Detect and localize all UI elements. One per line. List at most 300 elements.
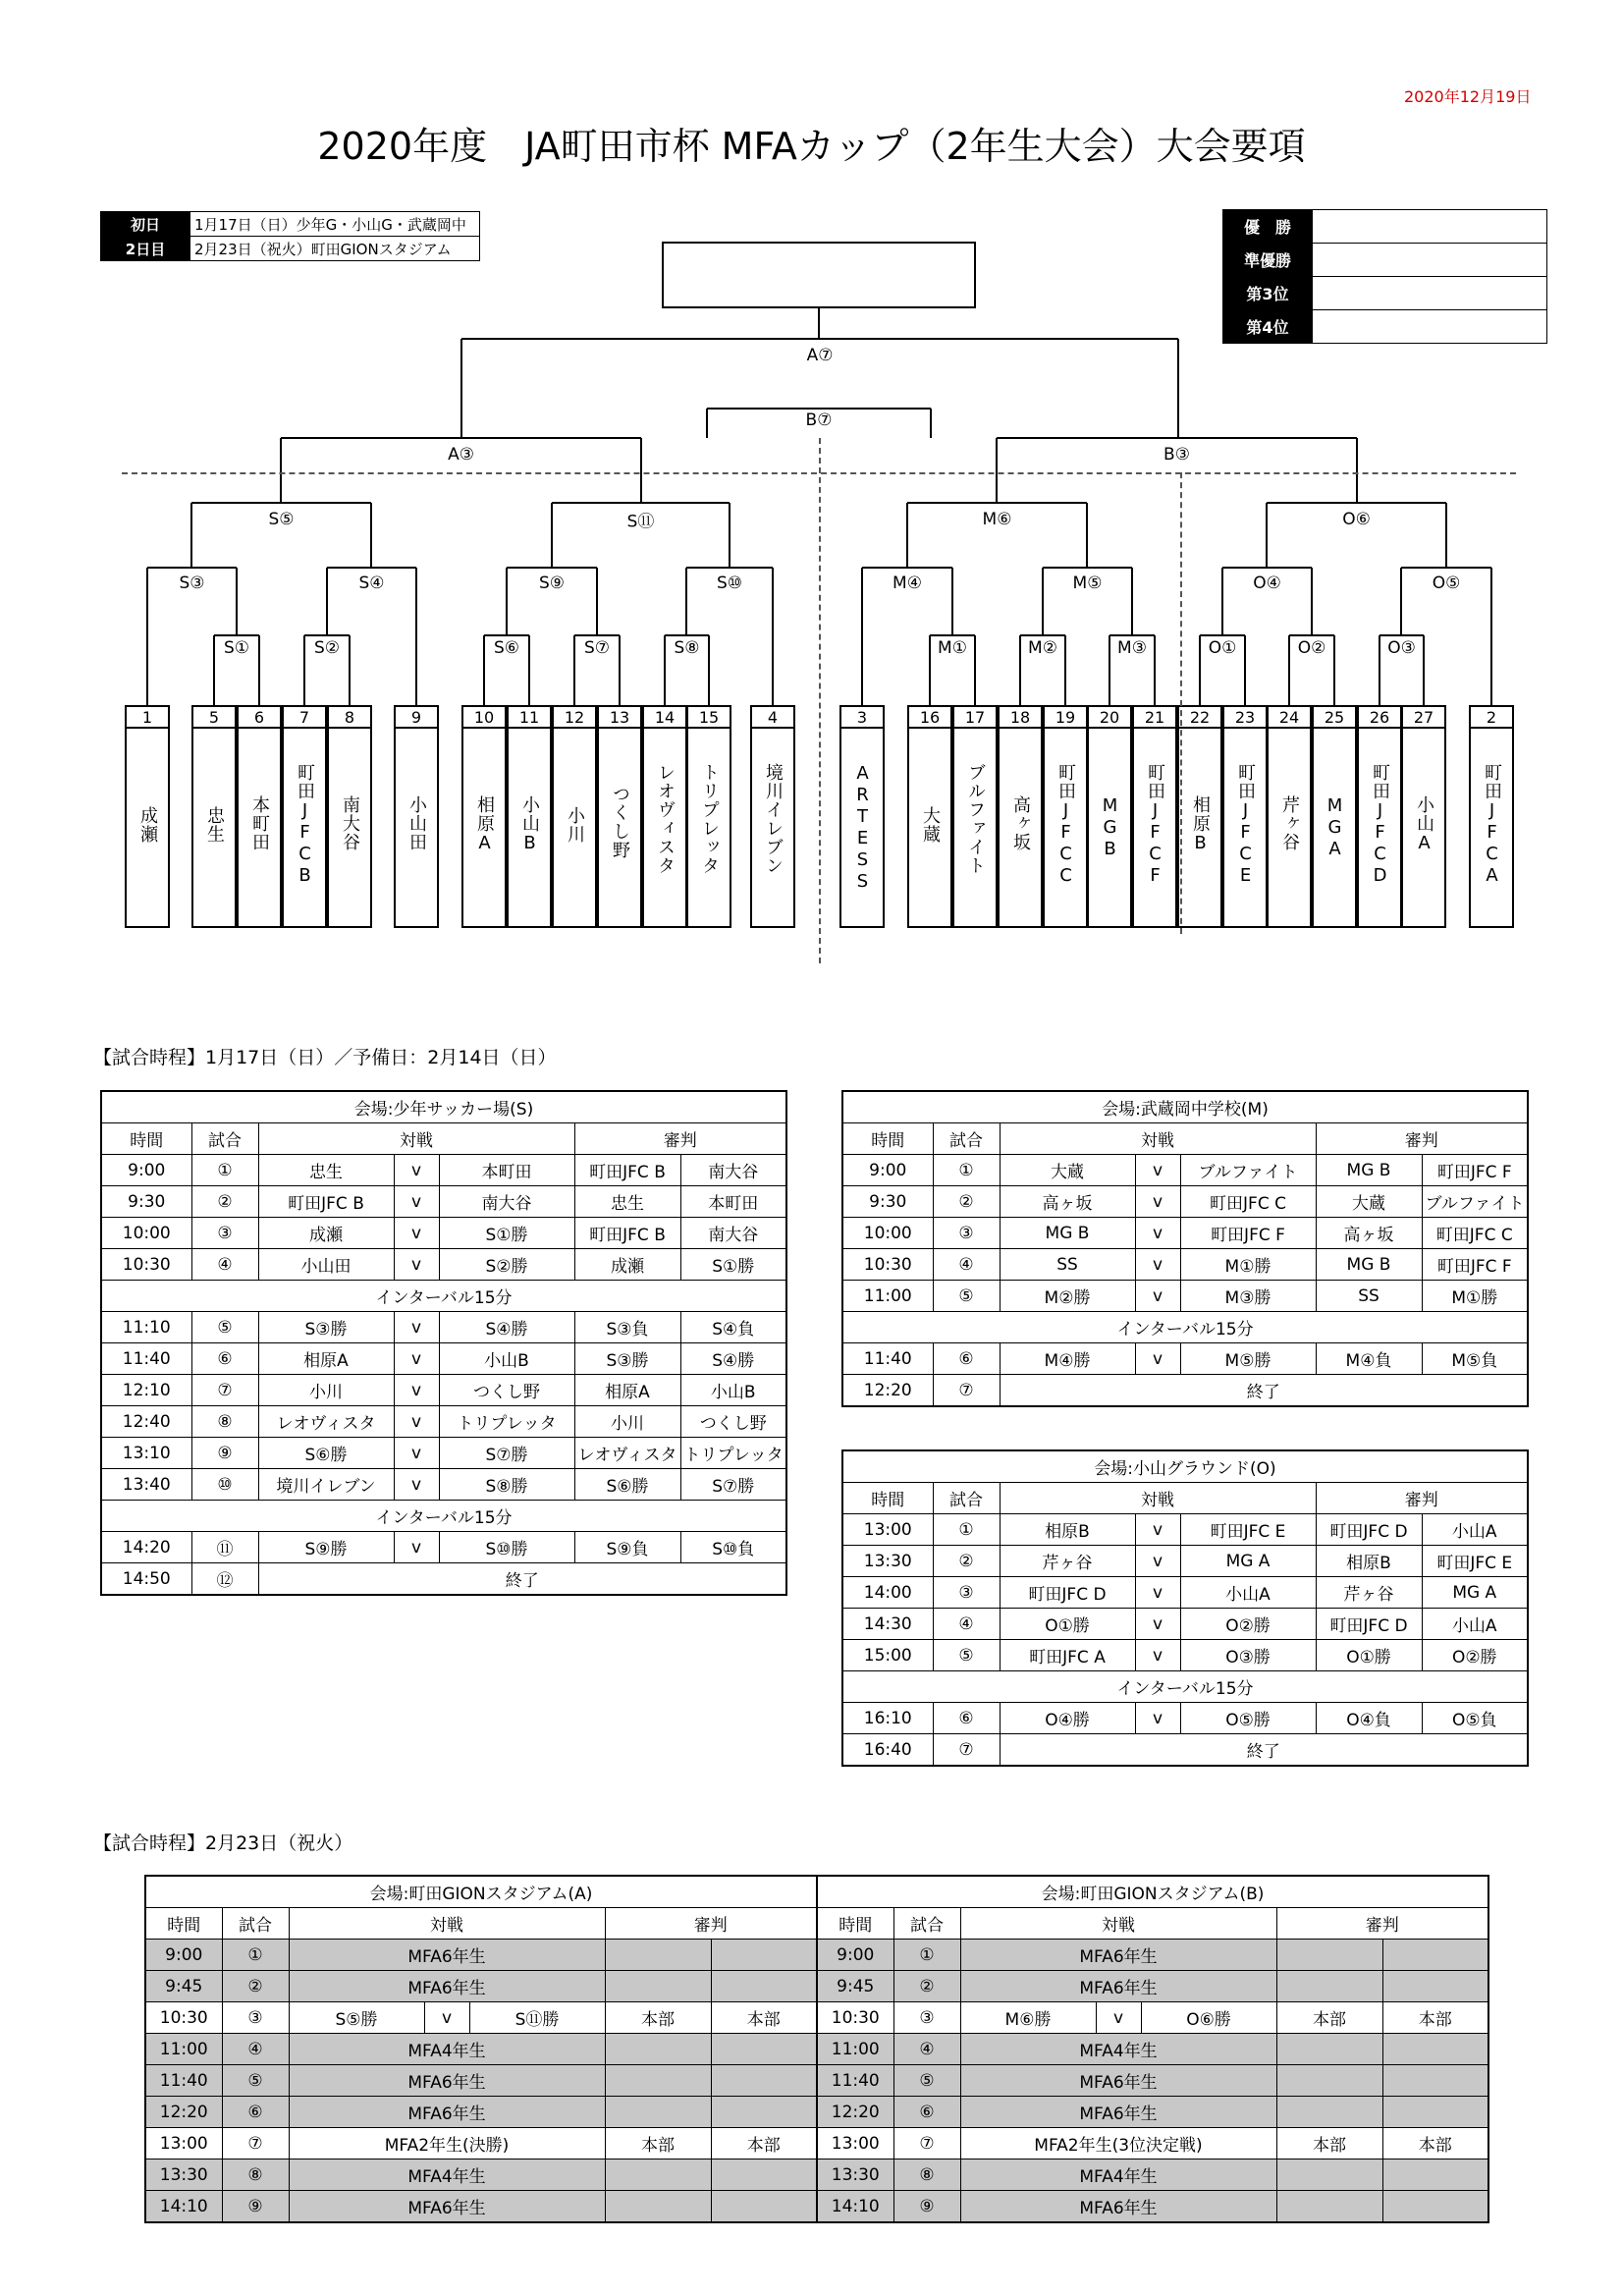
col-match-header: 試合	[191, 1123, 258, 1155]
match-number: ④	[933, 1609, 1000, 1640]
bracket-connector	[1423, 635, 1425, 705]
time-cell: 14:30	[842, 1609, 933, 1640]
table-row	[101, 1469, 786, 1501]
referee-1: O④負	[1316, 1703, 1422, 1734]
tournament-bracket	[0, 0, 1623, 982]
referee-2	[711, 2065, 817, 2097]
match-number: ②	[933, 1186, 1000, 1218]
team-a: S⑥勝	[258, 1438, 394, 1469]
col-match-header: 試合	[933, 1483, 1000, 1514]
team-number: 18	[1009, 708, 1031, 727]
bracket-connector	[213, 635, 215, 705]
team-name: ブルファイト	[965, 762, 986, 875]
match-label: S④	[355, 574, 387, 593]
table-row	[842, 1514, 1528, 1546]
team-b: S⑧勝	[439, 1469, 574, 1501]
event-cell: MFA6年生	[960, 1971, 1276, 2002]
match-number: ②	[191, 1186, 258, 1218]
time-cell: 9:45	[145, 1971, 222, 2002]
team-number: 8	[344, 708, 355, 727]
time-cell: 13:00	[145, 2128, 222, 2159]
team-name: 芹ヶ谷	[1279, 794, 1300, 851]
event-cell: MFA6年生	[289, 1940, 605, 1971]
match-label: M④	[890, 574, 925, 593]
bracket-connector	[303, 635, 305, 705]
table-row	[101, 1406, 786, 1438]
day-value: 1月17日（日）少年G・小山G・武蔵岡中	[190, 212, 480, 237]
rank-label: 準優勝	[1223, 244, 1313, 277]
team-b: 本町田	[439, 1155, 574, 1186]
day2-table	[144, 1875, 1489, 2223]
bracket-connector	[729, 503, 730, 568]
team-name: 高ヶ坂	[1010, 794, 1031, 851]
time-cell: 12:10	[101, 1375, 191, 1406]
bracket-connector	[707, 408, 931, 410]
team-b: S⑪勝	[469, 2002, 605, 2034]
bracket-connector	[1042, 568, 1044, 635]
referee-1: 小川	[574, 1406, 680, 1438]
vs-mark: v	[1135, 1640, 1180, 1671]
header-row	[145, 1908, 1488, 1940]
team-number: 25	[1324, 708, 1345, 727]
match-number: ⑦	[933, 1734, 1000, 1767]
event-cell: MFA4年生	[960, 2159, 1276, 2191]
referee-2: 町田JFC F	[1422, 1155, 1528, 1186]
time-cell: 13:00	[817, 2128, 893, 2159]
team-slot-divider	[1132, 727, 1177, 729]
interval-cell: インターバル15分	[101, 1501, 786, 1532]
referee-1	[605, 1971, 711, 2002]
time-cell: 14:10	[817, 2191, 893, 2223]
event-cell: MFA4年生	[289, 2159, 605, 2191]
team-a: S⑨勝	[258, 1532, 394, 1563]
bracket-connector	[974, 635, 976, 705]
referee-2	[1382, 2065, 1488, 2097]
referee-1: 町田JFC D	[1316, 1609, 1422, 1640]
referee-1	[605, 2065, 711, 2097]
referee-2	[711, 2034, 817, 2065]
match-number: ④	[222, 2034, 289, 2065]
referee-1: S⑨負	[574, 1532, 680, 1563]
match-label: O③	[1384, 638, 1419, 658]
vs-mark: v	[1135, 1155, 1180, 1186]
table-row	[145, 2159, 1488, 2191]
match-label: S⑤	[265, 510, 297, 529]
referee-2: 南大谷	[680, 1155, 786, 1186]
col-ref-header: 審判	[1316, 1123, 1528, 1155]
table-row	[101, 1155, 786, 1186]
team-b: S⑦勝	[439, 1438, 574, 1469]
referee-2: トリプレッタ	[680, 1438, 786, 1469]
venue-title: 会場:町田GIONスタジアム(A)	[145, 1876, 817, 1908]
team-a: S⑤勝	[289, 2002, 424, 2034]
col-vs-header: 対戦	[289, 1908, 605, 1940]
vs-mark: v	[1135, 1514, 1180, 1546]
team-number: 27	[1413, 708, 1434, 727]
col-match-header: 試合	[222, 1908, 289, 1940]
team-b: O⑥勝	[1141, 2002, 1276, 2034]
venue-s-schedule	[100, 1090, 787, 1596]
referee-1	[1276, 2034, 1382, 2065]
match-number: ④	[893, 2034, 960, 2065]
team-a: 成瀬	[258, 1218, 394, 1249]
team-a: M②勝	[1000, 1281, 1135, 1312]
team-slot-divider	[1177, 727, 1222, 729]
team-name: 町田JFCD	[1370, 762, 1390, 887]
referee-2	[711, 2097, 817, 2128]
bracket-connector	[708, 635, 710, 705]
col-vs-header: 対戦	[960, 1908, 1276, 1940]
team-slot-divider	[1357, 727, 1402, 729]
match-label: O⑤	[1430, 574, 1464, 593]
team-slot-divider	[191, 727, 237, 729]
referee-2: S④負	[680, 1312, 786, 1343]
vs-mark: v	[1135, 1343, 1180, 1375]
table-row	[145, 2065, 1488, 2097]
vs-mark: v	[394, 1155, 439, 1186]
rank-label: 優 勝	[1223, 210, 1313, 244]
match-number: ⑤	[933, 1640, 1000, 1671]
match-label: B③	[1161, 445, 1193, 465]
team-a: M⑥勝	[960, 2002, 1096, 2034]
team-number: 21	[1144, 708, 1165, 727]
match-number: ⑦	[222, 2128, 289, 2159]
referee-2	[711, 2159, 817, 2191]
team-b: S⑩勝	[439, 1532, 574, 1563]
team-name: 町田JFCF	[1145, 762, 1165, 887]
referee-2	[711, 2191, 817, 2223]
bracket-connector	[772, 568, 774, 705]
match-label: A⑦	[804, 346, 837, 365]
bracket-connector	[1154, 635, 1156, 705]
col-time-header: 時間	[817, 1908, 893, 1940]
table-row	[842, 1640, 1528, 1671]
vs-mark: v	[394, 1375, 439, 1406]
team-number: 15	[698, 708, 720, 727]
match-number: ②	[893, 1971, 960, 2002]
table-row	[145, 2191, 1488, 2223]
team-number: 26	[1369, 708, 1390, 727]
bracket-connector	[506, 568, 508, 635]
bracket-connector	[1400, 568, 1402, 635]
bracket-connector	[573, 635, 575, 705]
vs-mark: v	[1135, 1577, 1180, 1609]
bracket-connector	[861, 568, 863, 705]
match-label: M⑥	[980, 510, 1015, 529]
bracket-connector	[1131, 568, 1133, 635]
venue-title: 会場:武蔵岡中学校(M)	[842, 1091, 1528, 1123]
col-time-header: 時間	[145, 1908, 222, 1940]
team-number: 23	[1234, 708, 1256, 727]
team-b: O③勝	[1180, 1640, 1316, 1671]
bracket-connector	[1199, 635, 1201, 705]
referee-1: 相原B	[1316, 1546, 1422, 1577]
bracket-connector	[190, 503, 192, 568]
time-cell: 16:40	[842, 1734, 933, 1767]
bracket-connector	[1288, 635, 1290, 705]
referee-2: 町田JFC E	[1422, 1546, 1528, 1577]
team-slot-divider	[1222, 727, 1268, 729]
team-name: 町田JFCB	[295, 762, 315, 887]
time-cell: 11:40	[817, 2065, 893, 2097]
time-cell: 14:20	[101, 1532, 191, 1563]
team-name: 小山A	[1414, 794, 1434, 854]
bracket-connector	[461, 338, 1178, 340]
venue-row	[842, 1450, 1528, 1483]
bracket-connector	[1086, 503, 1088, 568]
team-b: M③勝	[1180, 1281, 1316, 1312]
referee-1: 町田JFC D	[1316, 1514, 1422, 1546]
event-cell: MFA6年生	[960, 1940, 1276, 1971]
team-slot-divider	[461, 727, 507, 729]
team-b: O②勝	[1180, 1609, 1316, 1640]
referee-2: 本部	[711, 2128, 817, 2159]
referee-2: S①勝	[680, 1249, 786, 1281]
vs-mark: v	[394, 1218, 439, 1249]
table-row	[145, 2002, 1488, 2034]
bracket-connector	[415, 568, 417, 705]
match-number: ④	[933, 1249, 1000, 1281]
bracket-connector	[596, 568, 598, 635]
group-separator	[819, 438, 821, 963]
team-b: 南大谷	[439, 1186, 574, 1218]
bracket-connector	[1379, 635, 1380, 705]
referee-1: 相原A	[574, 1375, 680, 1406]
referee-2: 小山B	[680, 1375, 786, 1406]
referee-1: 忠生	[574, 1186, 680, 1218]
match-label: A③	[445, 445, 477, 465]
referee-1: 本部	[605, 2128, 711, 2159]
vs-mark: v	[424, 2002, 469, 2034]
event-cell: MFA2年生(決勝)	[289, 2128, 605, 2159]
vs-mark: v	[394, 1532, 439, 1563]
bracket-connector	[685, 568, 687, 635]
team-slot-divider	[327, 727, 372, 729]
table-row	[145, 2034, 1488, 2065]
team-number: 10	[473, 708, 495, 727]
vs-mark: v	[394, 1438, 439, 1469]
bracket-connector	[349, 635, 351, 705]
team-b: 町田JFC F	[1180, 1218, 1316, 1249]
vs-mark: v	[394, 1249, 439, 1281]
team-a: 相原A	[258, 1343, 394, 1375]
match-number: ⑤	[222, 2065, 289, 2097]
time-cell: 13:10	[101, 1438, 191, 1469]
team-slot-divider	[642, 727, 687, 729]
referee-2: S④勝	[680, 1343, 786, 1375]
referee-1	[1276, 2159, 1382, 2191]
bracket-connector	[1109, 635, 1110, 705]
day2-heading: 【試合時程】2月23日（祝火）	[93, 1832, 353, 1854]
table-row	[101, 1501, 786, 1532]
bracket-connector	[460, 339, 462, 438]
team-name: 相原A	[474, 794, 495, 854]
bracket-connector	[929, 635, 931, 705]
bracket-connector	[818, 308, 820, 339]
team-name: MGA	[1325, 794, 1345, 860]
referee-2: 小山A	[1422, 1514, 1528, 1546]
referee-2	[1382, 2034, 1488, 2065]
time-cell: 9:00	[842, 1155, 933, 1186]
table-row	[101, 1532, 786, 1563]
time-cell: 9:30	[101, 1186, 191, 1218]
referee-2	[711, 1971, 817, 2002]
match-number: ⑨	[893, 2191, 960, 2223]
match-label: S①	[221, 638, 252, 658]
team-a: 小山田	[258, 1249, 394, 1281]
team-number: 11	[518, 708, 540, 727]
team-number: 3	[856, 708, 868, 727]
time-cell: 14:50	[101, 1563, 191, 1596]
team-name: ARTESS	[852, 762, 873, 893]
referee-2: 小山A	[1422, 1609, 1528, 1640]
bracket-connector	[951, 568, 953, 635]
event-cell: MFA4年生	[289, 2034, 605, 2065]
table-row	[101, 1563, 786, 1596]
team-number: 13	[609, 708, 630, 727]
bracket-connector	[1311, 568, 1313, 635]
team-a: レオヴィスタ	[258, 1406, 394, 1438]
referee-1	[1276, 1971, 1382, 2002]
match-number: ⑤	[191, 1312, 258, 1343]
event-cell: MFA6年生	[289, 2065, 605, 2097]
schedule-table	[841, 1090, 1529, 1407]
team-b: ブルファイト	[1180, 1155, 1316, 1186]
time-cell: 11:40	[101, 1343, 191, 1375]
match-number: ⑥	[222, 2097, 289, 2128]
bracket-connector	[640, 438, 642, 503]
champion-box	[662, 242, 976, 308]
venue-title: 会場:少年サッカー場(S)	[101, 1091, 786, 1123]
table-row	[842, 1281, 1528, 1312]
vs-mark: v	[1135, 1703, 1180, 1734]
team-name: 小山B	[519, 794, 540, 854]
col-time-header: 時間	[842, 1123, 933, 1155]
match-label: S⑧	[671, 638, 702, 658]
bracket-connector	[236, 568, 238, 635]
table-row	[101, 1186, 786, 1218]
venue-o-schedule	[841, 1449, 1529, 1767]
bracket-connector	[930, 409, 932, 438]
team-b: O⑤勝	[1180, 1703, 1316, 1734]
bracket-connector	[664, 635, 666, 705]
event-cell: MFA6年生	[960, 2191, 1276, 2223]
time-cell: 12:40	[101, 1406, 191, 1438]
time-cell: 12:20	[145, 2097, 222, 2128]
team-b: 町田JFC E	[1180, 1514, 1316, 1546]
team-name: 小川	[565, 805, 585, 844]
event-cell: MFA6年生	[960, 2065, 1276, 2097]
vs-mark: v	[394, 1186, 439, 1218]
col-time-header: 時間	[101, 1123, 191, 1155]
team-number: 12	[564, 708, 585, 727]
table-row	[842, 1577, 1528, 1609]
time-cell: 10:30	[145, 2002, 222, 2034]
referee-1: 本部	[605, 2002, 711, 2034]
table-row	[145, 2128, 1488, 2159]
venue-title: 会場:町田GIONスタジアム(B)	[817, 1876, 1488, 1908]
referee-1	[605, 2034, 711, 2065]
time-cell: 10:30	[842, 1249, 933, 1281]
referee-2: 町田JFC C	[1422, 1218, 1528, 1249]
time-cell: 9:00	[145, 1940, 222, 1971]
team-slot-divider	[282, 727, 327, 729]
table-row	[842, 1375, 1528, 1407]
team-slot-divider	[394, 727, 439, 729]
header-row	[842, 1483, 1528, 1514]
team-b: 小山A	[1180, 1577, 1316, 1609]
event-cell: MFA6年生	[289, 2097, 605, 2128]
team-b: つくし野	[439, 1375, 574, 1406]
match-label: S⑨	[536, 574, 568, 593]
time-cell: 9:00	[101, 1155, 191, 1186]
team-number: 14	[654, 708, 676, 727]
time-cell: 10:30	[101, 1249, 191, 1281]
time-cell: 15:00	[842, 1640, 933, 1671]
time-cell: 11:00	[145, 2034, 222, 2065]
referee-1	[605, 1940, 711, 1971]
table-row	[145, 2097, 1488, 2128]
team-slot-divider	[907, 727, 952, 729]
table-row	[842, 1186, 1528, 1218]
team-a: 大蔵	[1000, 1155, 1135, 1186]
time-cell: 9:45	[817, 1971, 893, 2002]
match-label: O①	[1206, 638, 1240, 658]
end-cell: 終了	[258, 1563, 786, 1596]
table-row	[842, 1218, 1528, 1249]
match-number: ③	[222, 2002, 289, 2034]
team-b: MG A	[1180, 1546, 1316, 1577]
referee-2: ブルファイト	[1422, 1186, 1528, 1218]
time-cell: 9:00	[817, 1940, 893, 1971]
match-label: O④	[1250, 574, 1284, 593]
bracket-connector	[1490, 568, 1492, 705]
venue-title: 会場:小山グラウンド(O)	[842, 1450, 1528, 1483]
team-name: 成瀬	[137, 805, 158, 844]
team-name: トリプレッタ	[699, 762, 720, 875]
team-a: O①勝	[1000, 1609, 1135, 1640]
match-label: M①	[935, 638, 970, 658]
referee-2: O②勝	[1422, 1640, 1528, 1671]
table-row	[842, 1609, 1528, 1640]
match-number: ⑥	[191, 1343, 258, 1375]
table-row	[101, 1438, 786, 1469]
team-number: 6	[253, 708, 265, 727]
referee-2: MG A	[1422, 1577, 1528, 1609]
team-b: S④勝	[439, 1312, 574, 1343]
bracket-connector	[906, 503, 908, 568]
table-row	[145, 1940, 1488, 1971]
end-cell: 終了	[1000, 1375, 1528, 1407]
team-number: 16	[919, 708, 941, 727]
referee-2	[1382, 1971, 1488, 2002]
vs-mark: v	[394, 1469, 439, 1501]
time-cell: 14:10	[145, 2191, 222, 2223]
referee-2	[1382, 2097, 1488, 2128]
match-number: ①	[933, 1514, 1000, 1546]
time-cell: 11:00	[817, 2034, 893, 2065]
match-label: M②	[1025, 638, 1060, 658]
match-number: ①	[222, 1940, 289, 1971]
team-b: S①勝	[439, 1218, 574, 1249]
match-number: ⑩	[191, 1469, 258, 1501]
team-slot-divider	[507, 727, 552, 729]
team-number: 9	[410, 708, 422, 727]
table-row	[101, 1312, 786, 1343]
team-b: トリプレッタ	[439, 1406, 574, 1438]
match-number: ⑥	[933, 1343, 1000, 1375]
team-slot-divider	[1087, 727, 1132, 729]
